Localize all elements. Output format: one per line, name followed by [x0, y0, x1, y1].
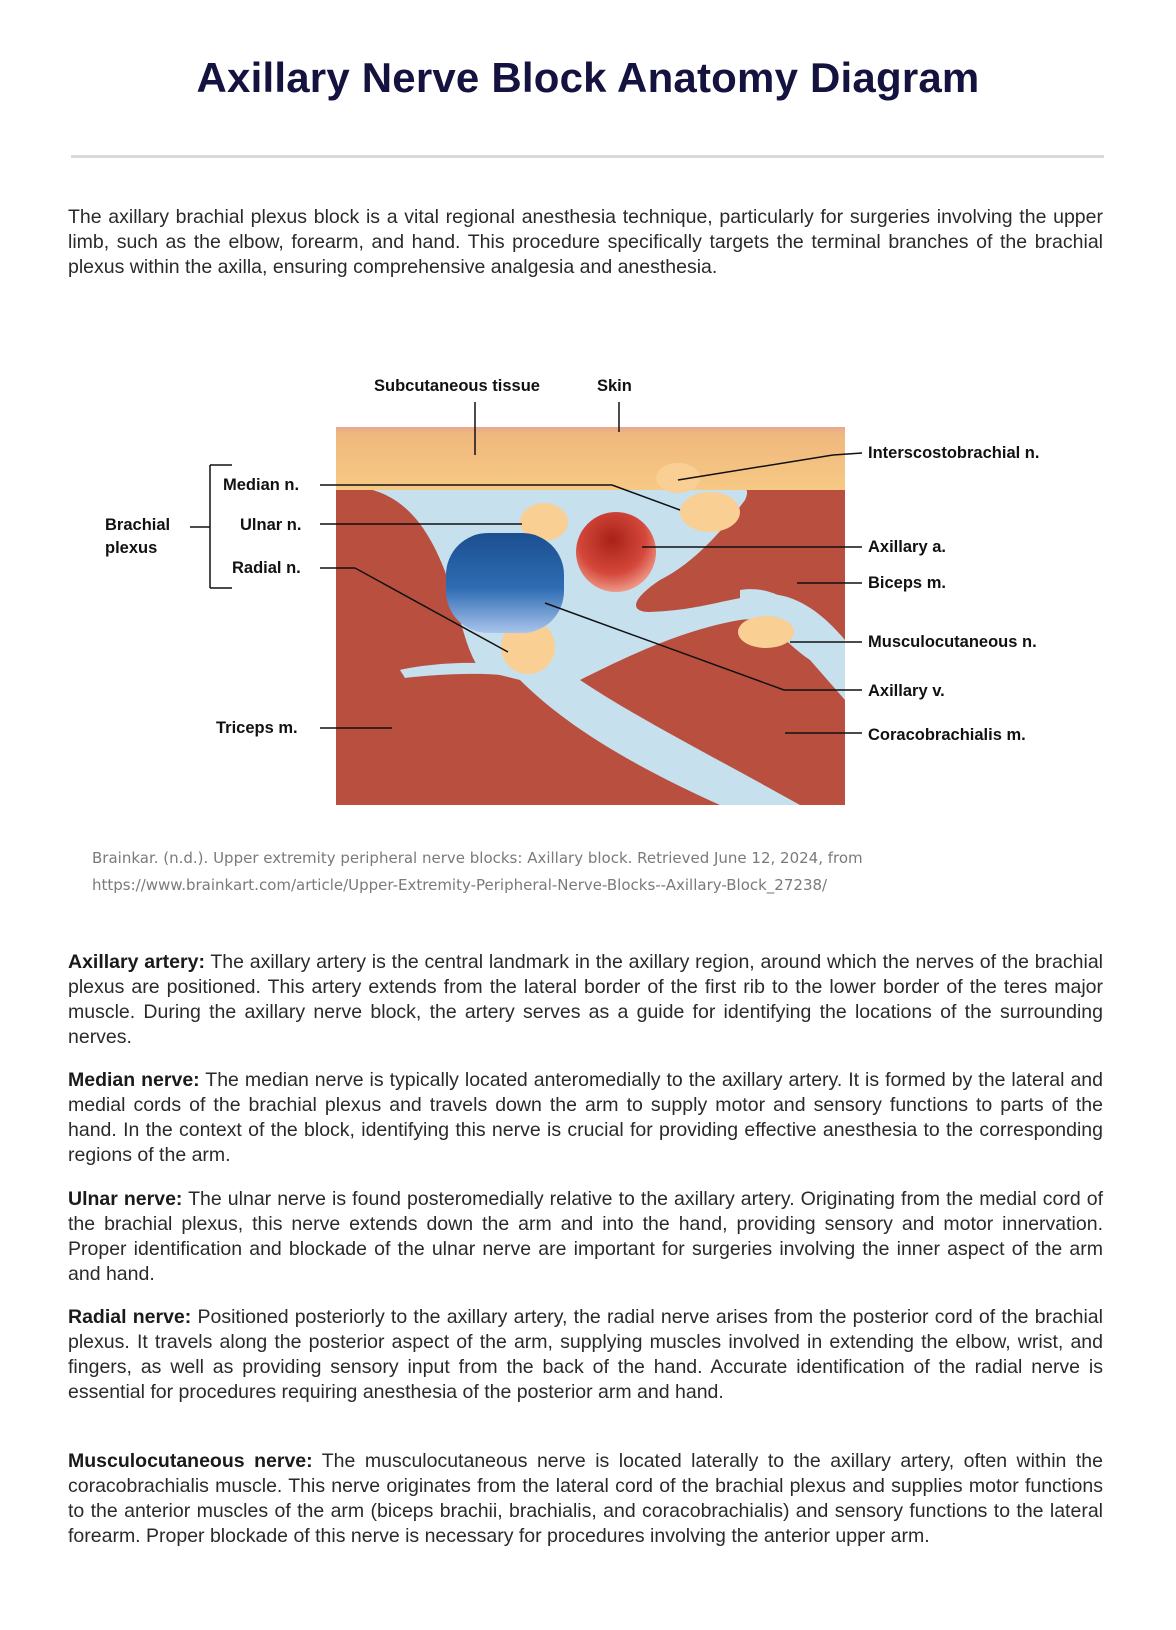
section-heading: Median nerve: [68, 1069, 200, 1091]
section-median-nerve [68, 1068, 1103, 1168]
section-ulnar-nerve [68, 1187, 1103, 1287]
intro-paragraph: The axillary brachial plexus block is a vital regional anesthesia technique, particularly for surgeries involving the upper limb, such as the elbow, forearm, and hand. This procedure specifically targets the terminal branches of the brachial plexus within the axilla, ensuring comprehensive analgesia and anesthesia. [68, 206, 1103, 278]
title-divider [71, 155, 1104, 158]
section-body: The axillary artery is the central landmark in the axillary region, around which the nerves of the brachial plexus are positioned. This artery extends from the lateral border of the first rib to the lower border of the teres major muscle. During the axillary nerve block, the artery serves as a guide for identifying the locations of the surrounding nerves. [68, 951, 1104, 1048]
section-musculocutaneous-nerve [68, 1449, 1103, 1549]
axillary-vein [446, 533, 564, 633]
label-musculocutaneous-nerve: Musculocutaneous n. [868, 633, 1037, 651]
musculocutaneous-nerve [738, 616, 794, 648]
section-heading: Radial nerve: [68, 1306, 192, 1328]
section-radial-nerve [68, 1305, 1103, 1405]
section-body: The median nerve is typically located anteromedially to the axillary artery. It is formed by the lateral and medial cords of the brachial plexus and travels down the arm to supply motor and sensory functions to parts of the hand. In the context of the block, identifying this nerve is crucial for providing effective anesthesia to the corresponding regions of the arm. [68, 1069, 1103, 1166]
section-heading: Axillary artery: [68, 951, 205, 973]
label-radial-nerve: Radial n. [232, 559, 301, 577]
label-interscostobrachial-nerve: Interscostobrachial n. [868, 444, 1040, 462]
label-axillary-artery: Axillary a. [868, 538, 946, 556]
figure-citation [92, 845, 1092, 899]
label-axillary-vein: Axillary v. [868, 682, 945, 700]
section-heading: Musculocutaneous nerve: [68, 1450, 313, 1472]
label-triceps-muscle: Triceps m. [216, 719, 298, 737]
section-body: The ulnar nerve is found posteromedially relative to the axillary artery. Originating from the medial cord of the brachial plexus, this nerve extends down the arm and into the hand, providing sensory and motor innervation. Proper identification and blockade of the ulnar nerve are important for surgeries involving the inner aspect of the arm and hand. [68, 1188, 1103, 1285]
citation-url[interactable]: https://www.brainkart.com/article/Upper-Extremity-Peripheral-Nerve-Blocks--Axillary-Block_27238/ [92, 876, 828, 894]
section-body: The musculocutaneous nerve is located laterally to the axillary artery, often within the coracobrachialis muscle. This nerve originates from the lateral cord of the brachial plexus and supplies motor functions to the anterior muscles of the arm (biceps brachii, brachialis, and coracobrachialis) and sensory functions to the lateral forearm. Proper blockade of this nerve is necessary for procedures involving the anterior upper arm. [68, 1450, 1103, 1547]
label-brachial-plexus-1: Brachial [105, 516, 171, 534]
label-coracobrachialis-muscle: Coracobrachialis m. [868, 726, 1026, 744]
section-axillary-artery [68, 950, 1103, 1050]
label-brachial-plexus-2: plexus [105, 539, 158, 557]
median-nerve [680, 492, 740, 532]
page-title: Axillary Nerve Block Anatomy Diagram [196, 54, 980, 101]
label-median-nerve: Median n. [223, 476, 300, 494]
citation-text: Brainkar. (n.d.). Upper extremity peripheral nerve blocks: Axillary block. Retrieved June 12, 2024, from [92, 849, 863, 867]
section-heading: Ulnar nerve: [68, 1188, 183, 1210]
label-ulnar-nerve: Ulnar n. [240, 516, 302, 534]
label-biceps-muscle: Biceps m. [868, 574, 946, 592]
label-subcutaneous-tissue: Subcutaneous tissue [374, 377, 540, 395]
label-skin: Skin [597, 377, 632, 395]
diagram-illustration [0, 355, 1176, 815]
anatomy-diagram [0, 355, 1176, 815]
section-body: Positioned posteriorly to the axillary artery, the radial nerve arises from the posterior cord of the brachial plexus. It travels along the posterior aspect of the arm, supplying muscles involved in extending the elbow, wrist, and fingers, as well as providing sensory input from the back of the hand. Accurate identification of the radial nerve is essential for procedures requiring anesthesia of the posterior arm and hand. [68, 1306, 1103, 1403]
axillary-artery [576, 512, 656, 592]
